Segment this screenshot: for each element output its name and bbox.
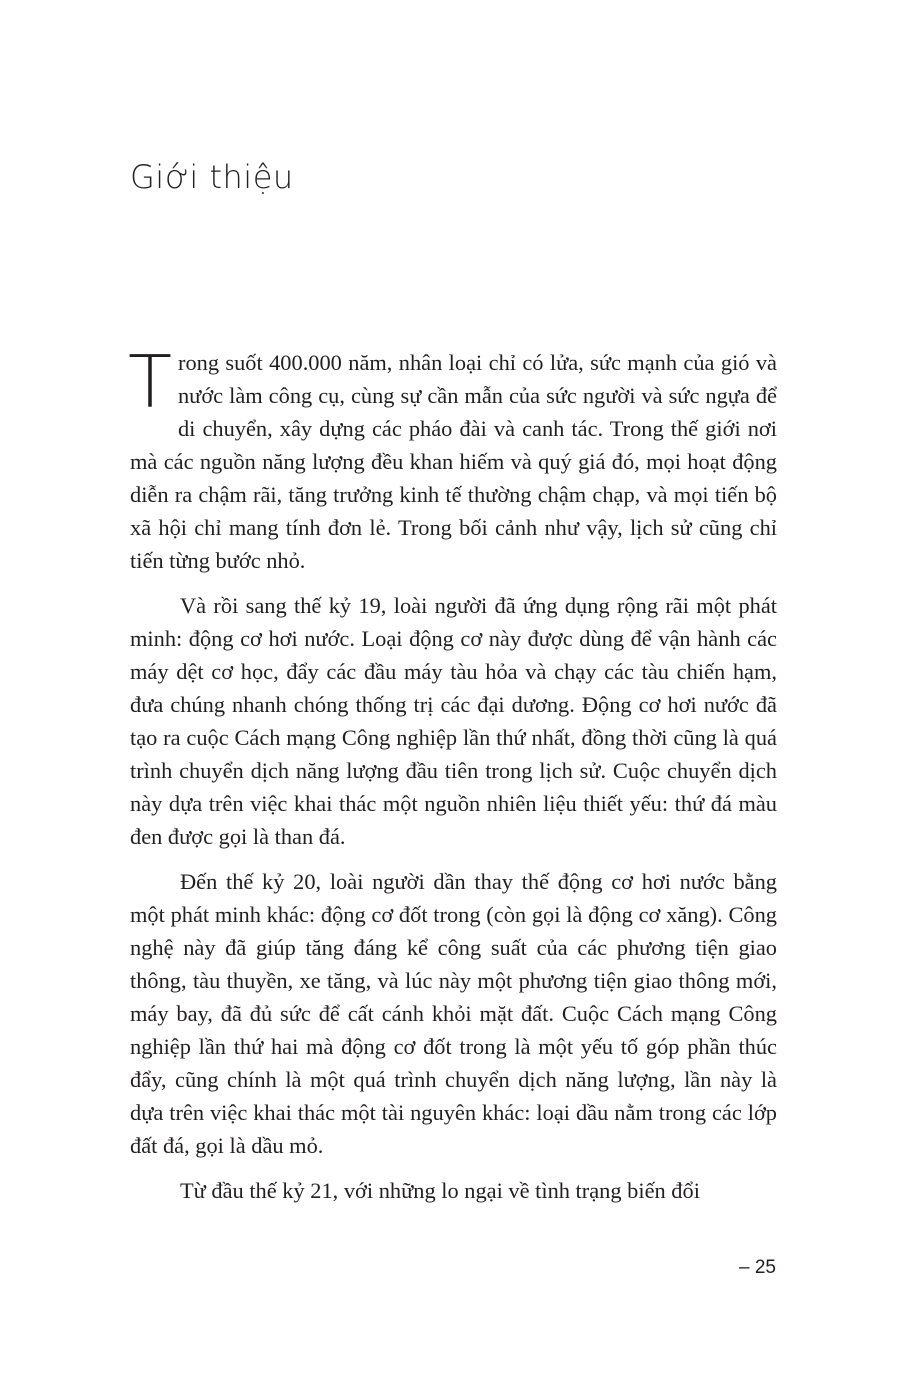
page-number: – 25 [739, 1257, 776, 1278]
paragraph-3: Đến thế kỷ 20, loài người dần thay thế động cơ hơi nước bằng một phát minh khác: động cơ đốt trong (còn gọi là động cơ xăng). Công nghệ này đã giúp tăng đáng kể công suất của các phương tiện giao thông, tàu thuyền, xe tăng, và lúc này một phương tiện giao thông mới, máy bay, đã đủ sức để cất cánh khỏi mặt đất. Cuộc Cách mạng Công nghiệp lần thứ hai mà động cơ đốt trong là một yếu tố góp phần thúc đẩy, cũng chính là một quá trình chuyển dịch năng lượng, lần này là dựa trên việc khai thác một tài nguyên khác: loại dầu nằm trong các lớp đất đá, gọi là dầu mỏ. [130, 869, 777, 1158]
paragraph-1 [128, 340, 777, 577]
body-text [128, 340, 777, 1219]
paragraph-1-text: rong suốt 400.000 năm, nhân loại chỉ có lửa, sức mạnh của gió và nước làm công cụ, cùng sự cần mẫn của sức người và sức ngựa để di chuyển, xây dựng các pháo đài và canh tác. Trong thế giới nơi mà các nguồn năng lượng đều khan hiếm và quý giá đó, mọi hoạt động diễn ra chậm rãi, tăng trưởng kinh tế thường chậm chạp, và mọi tiến bộ xã hội chỉ mang tính đơn lẻ. Trong bối cảnh như vậy, lịch sử cũng chỉ tiến từng bước nhỏ. [130, 350, 777, 573]
paragraph-4: Từ đầu thế kỷ 21, với những lo ngại về tình trạng biến đổi [180, 1178, 700, 1203]
dropcap-letter: T [128, 340, 172, 424]
page-title: Giới thiệu [130, 158, 294, 196]
paragraph-2: Và rồi sang thế kỷ 19, loài người đã ứng dụng rộng rãi một phát minh: động cơ hơi nước. Loại động cơ này được dùng để vận hành các máy dệt cơ học, đẩy các đầu máy tàu hỏa và chạy các tàu chiến hạm, đưa chúng nhanh chóng thống trị các đại dương. Động cơ hơi nước đã tạo ra cuộc Cách mạng Công nghiệp lần thứ nhất, đồng thời cũng là quá trình chuyển dịch năng lượng đầu tiên trong lịch sử. Cuộc chuyển dịch này dựa trên việc khai thác một nguồn nhiên liệu thiết yếu: thứ đá màu đen được gọi là than đá. [130, 593, 777, 849]
